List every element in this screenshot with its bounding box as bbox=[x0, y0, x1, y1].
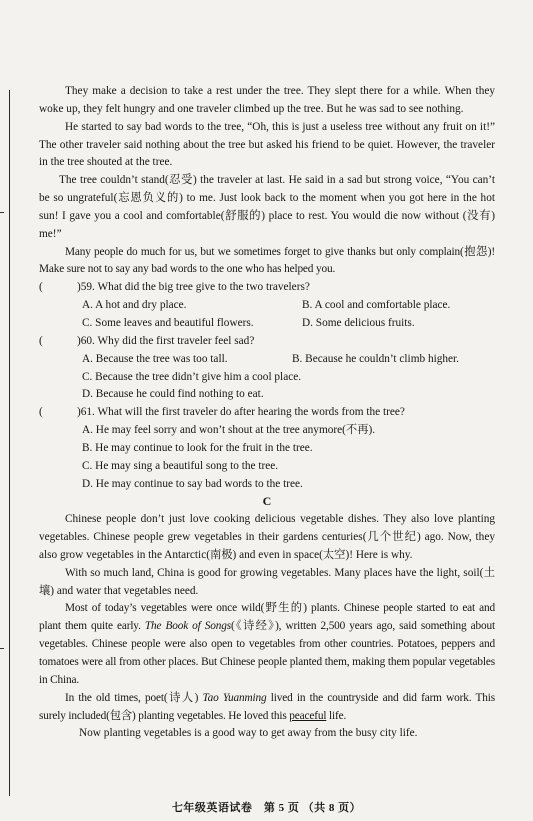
option-a: A. Because the tree was too tall. bbox=[82, 352, 228, 365]
option-b: B. He may continue to look for the fruit in the tree. bbox=[82, 441, 313, 454]
passage-c-paragraph: With so much land, China is good for growing vegetables. Many places have the light, soil(土壤) and water that vegetables need. bbox=[39, 566, 495, 597]
question-stem: )61. What will the first traveler do after hearing the words from the tree? bbox=[77, 406, 405, 419]
passage-b-paragraph: He started to say bad words to the tree, “Oh, this is just a useless tree without any fruit on it!” The other traveler said nothing about the tree but asked his friend to be quiet. However, the traveler in the tree shouted at the tree. bbox=[39, 120, 495, 169]
section-c-heading: C bbox=[262, 494, 272, 509]
option-c: C. He may sing a beautiful song to the tree. bbox=[82, 459, 279, 472]
page-footer: 七年级英语试卷 第 5 页 （共 8 页） bbox=[171, 802, 362, 814]
option-c: C. Because the tree didn’t give him a cool place. bbox=[82, 370, 302, 383]
binding-margin-line bbox=[0, 90, 10, 796]
option-a: A. A hot and dry place. bbox=[82, 299, 187, 312]
option-c: C. Some leaves and beautiful flowers. bbox=[82, 316, 254, 329]
option-d: D. Because he could find nothing to eat. bbox=[82, 388, 264, 401]
underlined-word: peaceful bbox=[289, 709, 327, 722]
option-b: B. Because he couldn’t climb higher. bbox=[292, 352, 460, 365]
question-59 bbox=[39, 279, 495, 333]
option-d: D. He may continue to say bad words to the tree. bbox=[82, 477, 303, 490]
passage-b-paragraph: Many people do much for us, but we sometimes forget to give thanks but only complain(抱怨)! Make sure not to say any bad words to the one who has helped you. bbox=[39, 245, 495, 276]
question-61 bbox=[39, 404, 495, 493]
passage-c-paragraph: Now planting vegetables is a good way to get away from the busy city life. bbox=[79, 727, 418, 740]
passage-b-paragraph: The tree couldn’t stand(忍受) the traveler at last. He said in a sad but strong voice, “You can’t be so ungrateful(忘恩负义的) to me. Just look back to the moment when you got here in the hot sun! I gave you a cool and comfortable(舒服的) place to rest. You would die now without (没有) me!” bbox=[39, 174, 495, 240]
question-stem: )60. Why did the first traveler feel sad? bbox=[77, 334, 255, 347]
passage-c-paragraph: Most of today’s vegetables were once wild(野生的) plants. Chinese people started to eat and plant them quite early. The Book of Songs(《诗经》), written 2,500 years ago, said something about vegetables. Chinese people were also open to vegetables from other countries. Potatoes, peppers and tomatoes were all from other places. But Chinese people planted them, making them popular vegetables in China. bbox=[39, 602, 495, 686]
answer-paren[interactable]: ( bbox=[39, 281, 43, 294]
option-b: B. A cool and comfortable place. bbox=[302, 299, 451, 312]
binding-tick bbox=[0, 212, 4, 213]
question-stem: )59. What did the big tree give to the two travelers? bbox=[77, 281, 310, 294]
option-a: A. He may feel sorry and won’t shout at the tree anymore(不再). bbox=[82, 424, 376, 437]
book-title: The Book of Songs bbox=[144, 620, 232, 633]
answer-paren[interactable]: ( bbox=[39, 334, 43, 347]
passage-c-paragraph: Chinese people don’t just love cooking delicious vegetable dishes. They also love planting vegetables. Chinese people grew vegetables in their gardens centuries(几个世纪) ago. Now, they also grow vegetables in the Antarctic(南极) and even in space(太空)! Here is why. bbox=[39, 513, 495, 561]
binding-tick bbox=[0, 648, 4, 649]
answer-paren[interactable]: ( bbox=[39, 406, 43, 419]
exam-page bbox=[39, 83, 495, 743]
passage-b-paragraph: They make a decision to take a rest under the tree. They slept there for a while. When they woke up, they felt hungry and one traveler climbed up the tree. But he was sad to see nothing. bbox=[39, 85, 495, 115]
question-60 bbox=[39, 333, 495, 404]
option-d: D. Some delicious fruits. bbox=[302, 316, 415, 329]
poet-name: Tao Yuanming bbox=[202, 691, 267, 704]
passage-c-paragraph: In the old times, poet(诗人) Tao Yuanming lived in the countryside and did farm work. This surely included(包含) planting vegetables. He loved this peaceful life. bbox=[39, 691, 495, 722]
